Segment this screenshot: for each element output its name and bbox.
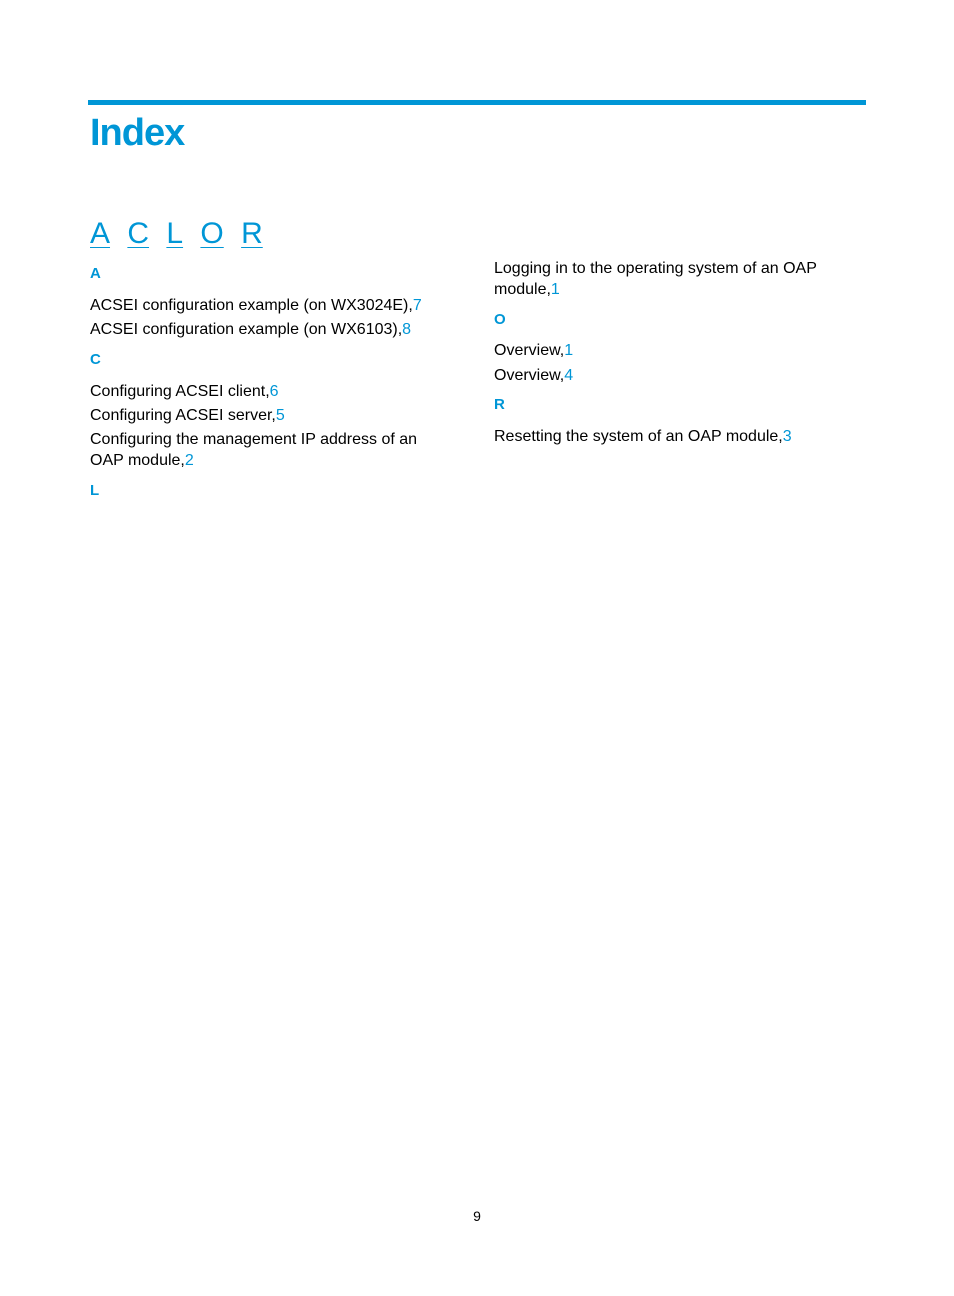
index-entry <box>90 381 450 402</box>
index-entry <box>90 429 450 471</box>
section-heading-c: C <box>90 351 101 368</box>
page-link[interactable]: 1 <box>550 281 560 298</box>
index-entry <box>494 426 854 447</box>
section-heading-a: A <box>90 265 101 282</box>
nav-letter-o[interactable]: O <box>200 217 224 250</box>
index-entry <box>494 340 854 361</box>
section-heading-o: O <box>494 311 506 328</box>
title-rule <box>88 100 866 105</box>
page-link[interactable]: 6 <box>269 383 279 400</box>
entry-text: Configuring ACSEI server, <box>90 407 276 424</box>
nav-letter-a[interactable]: A <box>90 217 111 250</box>
index-entry <box>494 258 854 300</box>
nav-letter-l[interactable]: L <box>166 217 184 250</box>
entry-text: Logging in to the operating system of an OAP module, <box>494 260 817 298</box>
page-link[interactable]: 8 <box>402 321 412 338</box>
page-link[interactable]: 2 <box>184 452 194 469</box>
nav-letter-c[interactable]: C <box>127 217 150 250</box>
index-entry <box>90 319 450 340</box>
page-link[interactable]: 4 <box>564 367 574 384</box>
entry-text: Overview, <box>494 367 565 384</box>
page-number: 9 <box>473 1208 481 1224</box>
page-link[interactable]: 7 <box>412 297 422 314</box>
index-entry <box>494 365 854 386</box>
index-entry <box>90 295 450 316</box>
nav-letter-r[interactable]: R <box>241 217 263 250</box>
entry-text: Overview, <box>494 342 565 359</box>
page-link[interactable]: 1 <box>564 342 574 359</box>
page-title: Index <box>90 112 185 154</box>
letter-nav <box>90 216 272 252</box>
entry-text: ACSEI configuration example (on WX6103), <box>90 321 403 338</box>
entry-text: Configuring the management IP address of an OAP module, <box>90 431 418 469</box>
page-link[interactable]: 5 <box>275 407 285 424</box>
entry-text: ACSEI configuration example (on WX3024E), <box>90 297 413 314</box>
section-heading-l: L <box>90 482 100 499</box>
entry-text: Resetting the system of an OAP module, <box>494 428 783 445</box>
section-heading-r: R <box>494 396 505 413</box>
index-entry <box>90 405 450 426</box>
page-link[interactable]: 3 <box>782 428 792 445</box>
entry-text: Configuring ACSEI client, <box>90 383 270 400</box>
